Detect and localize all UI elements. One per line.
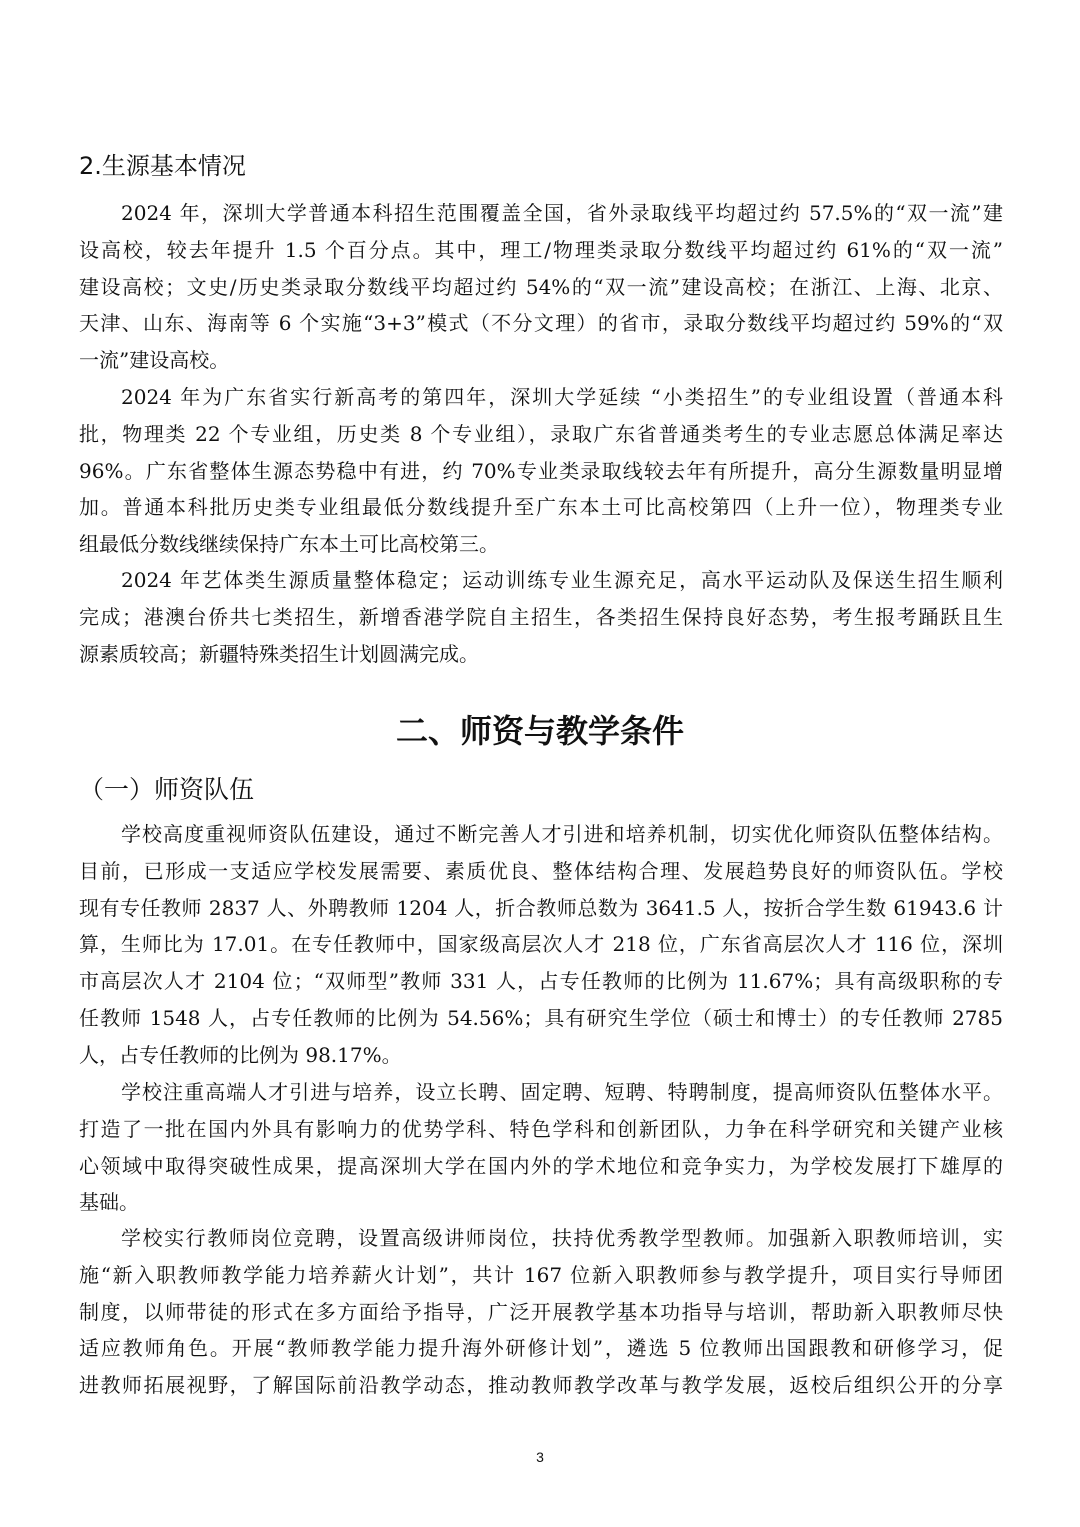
paragraph-line: 施“新入职教师教学能力培养薪火计划”，共计 167 位新入职教师参与教学提升，项目实行导师团 xyxy=(79,1262,1003,1287)
paragraph-line: 人，占专任教师的比例为 98.17%。 xyxy=(79,1042,402,1067)
paragraph-line: 批，物理类 22 个专业组，历史类 8 个专业组），录取广东省普通类考生的专业志愿总体满足率达 xyxy=(79,421,1003,446)
paragraph-line: 市高层次人才 2104 位；“双师型”教师 331 人，占专任教师的比例为 11.67%；具有高级职称的专 xyxy=(79,969,1003,994)
paragraph-line: 建设高校；文史/历史类录取分数线平均超过约 54%的“双一流”建设高校；在浙江、上海、北京、 xyxy=(79,274,1003,299)
paragraph-line: 进教师拓展视野，了解国际前沿教学动态，推动教师教学改革与教学发展，返校后组织公开的分享 xyxy=(79,1373,1003,1398)
paragraph-line: 基础。 xyxy=(79,1190,139,1215)
paragraph-line: 任教师 1548 人，占专任教师的比例为 54.56%；具有研究生学位（硕士和博士）的专任教师 2785 xyxy=(79,1005,1003,1030)
paragraph-line: 学校注重高端人才引进与培养，设立长聘、固定聘、短聘、特聘制度，提高师资队伍整体水平。 xyxy=(121,1080,1003,1104)
paragraph-line: 学校高度重视师资队伍建设，通过不断完善人才引进和培养机制，切实优化师资队伍整体结构。 xyxy=(121,822,1003,846)
paragraph-line: 完成；港澳台侨共七类招生，新增香港学院自主招生，各类招生保持良好态势，考生报考踊跃且生 xyxy=(79,604,1003,629)
paragraph xyxy=(79,816,1003,1074)
paragraph-line: 源素质较高；新疆特殊类招生计划圆满完成。 xyxy=(79,641,479,666)
paragraph-line: 现有专任教师 2837 人、外聘教师 1204 人，折合教师总数为 3641.5 人，按折合学生数 61943.6 计 xyxy=(79,895,1003,920)
paragraph xyxy=(79,195,1003,379)
paragraph-line: 制度，以师带徒的形式在多方面给予指导，广泛开展教学基本功指导与培训，帮助新入职教师尽快 xyxy=(79,1299,1003,1324)
paragraph-line: 设高校，较去年提升 1.5 个百分点。其中，理工/物理类录取分数线平均超过约 61%的“双一流” xyxy=(79,237,1003,262)
paragraph xyxy=(79,562,1003,672)
page-number: 3 xyxy=(536,1449,544,1465)
paragraph-line: 目前，已形成一支适应学校发展需要、素质优良、整体结构合理、发展趋势良好的师资队伍。学校 xyxy=(79,858,1003,883)
paragraph-line: 学校实行教师岗位竞聘，设置高级讲师岗位，扶持优秀教学型教师。加强新入职教师培训，实 xyxy=(121,1226,1003,1250)
paragraph-line: 适应教师角色。开展“教师教学能力提升海外研修计划”，遴选 5 位教师出国跟教和研修学习，促 xyxy=(79,1336,1003,1361)
paragraph-line: 天津、山东、海南等 6 个实施“3+3”模式（不分文理）的省市，录取分数线平均超过约 59%的“双 xyxy=(79,311,1003,336)
paragraph-line: 2024 年为广东省实行新高考的第四年，深圳大学延续 “小类招生”的专业组设置（普通本科 xyxy=(121,385,1003,409)
paragraph-line: 一流”建设高校。 xyxy=(79,348,230,373)
paragraph-line: 96%。广东省整体生源态势稳中有进，约 70%专业类录取线较去年有所提升，高分生源数量明显增 xyxy=(79,458,1003,483)
paragraph xyxy=(79,1220,1003,1404)
paragraph-line: 组最低分数线继续保持广东本土可比高校第三。 xyxy=(79,532,499,557)
chapter-title: 二、师资与教学条件 xyxy=(395,712,684,750)
section-heading: 2.生源基本情况 xyxy=(79,152,246,180)
subsection-title: （一）师资队伍 xyxy=(79,775,255,804)
paragraph xyxy=(79,379,1003,563)
paragraph-line: 心领域中取得突破性成果，提高深圳大学在国内外的学术地位和竞争实力，为学校发展打下雄厚的 xyxy=(79,1153,1003,1178)
paragraph-line: 打造了一批在国内外具有影响力的优势学科、特色学科和创新团队，力争在科学研究和关键产业核 xyxy=(79,1116,1003,1141)
paragraph-line: 2024 年艺体类生源质量整体稳定；运动训练专业生源充足，高水平运动队及保送生招生顺利 xyxy=(121,568,1003,592)
paragraph xyxy=(79,1074,1003,1221)
paragraph-line: 加。普通本科批历史类专业组最低分数线提升至广东本土可比高校第四（上升一位），物理类专业 xyxy=(79,495,1003,520)
paragraph-line: 算，生师比为 17.01。在专任教师中，国家级高层次人才 218 位，广东省高层次人才 116 位，深圳 xyxy=(79,932,1003,957)
paragraph-line: 2024 年，深圳大学普通本科招生范围覆盖全国，省外录取线平均超过约 57.5%的“双一流”建 xyxy=(121,201,1003,225)
